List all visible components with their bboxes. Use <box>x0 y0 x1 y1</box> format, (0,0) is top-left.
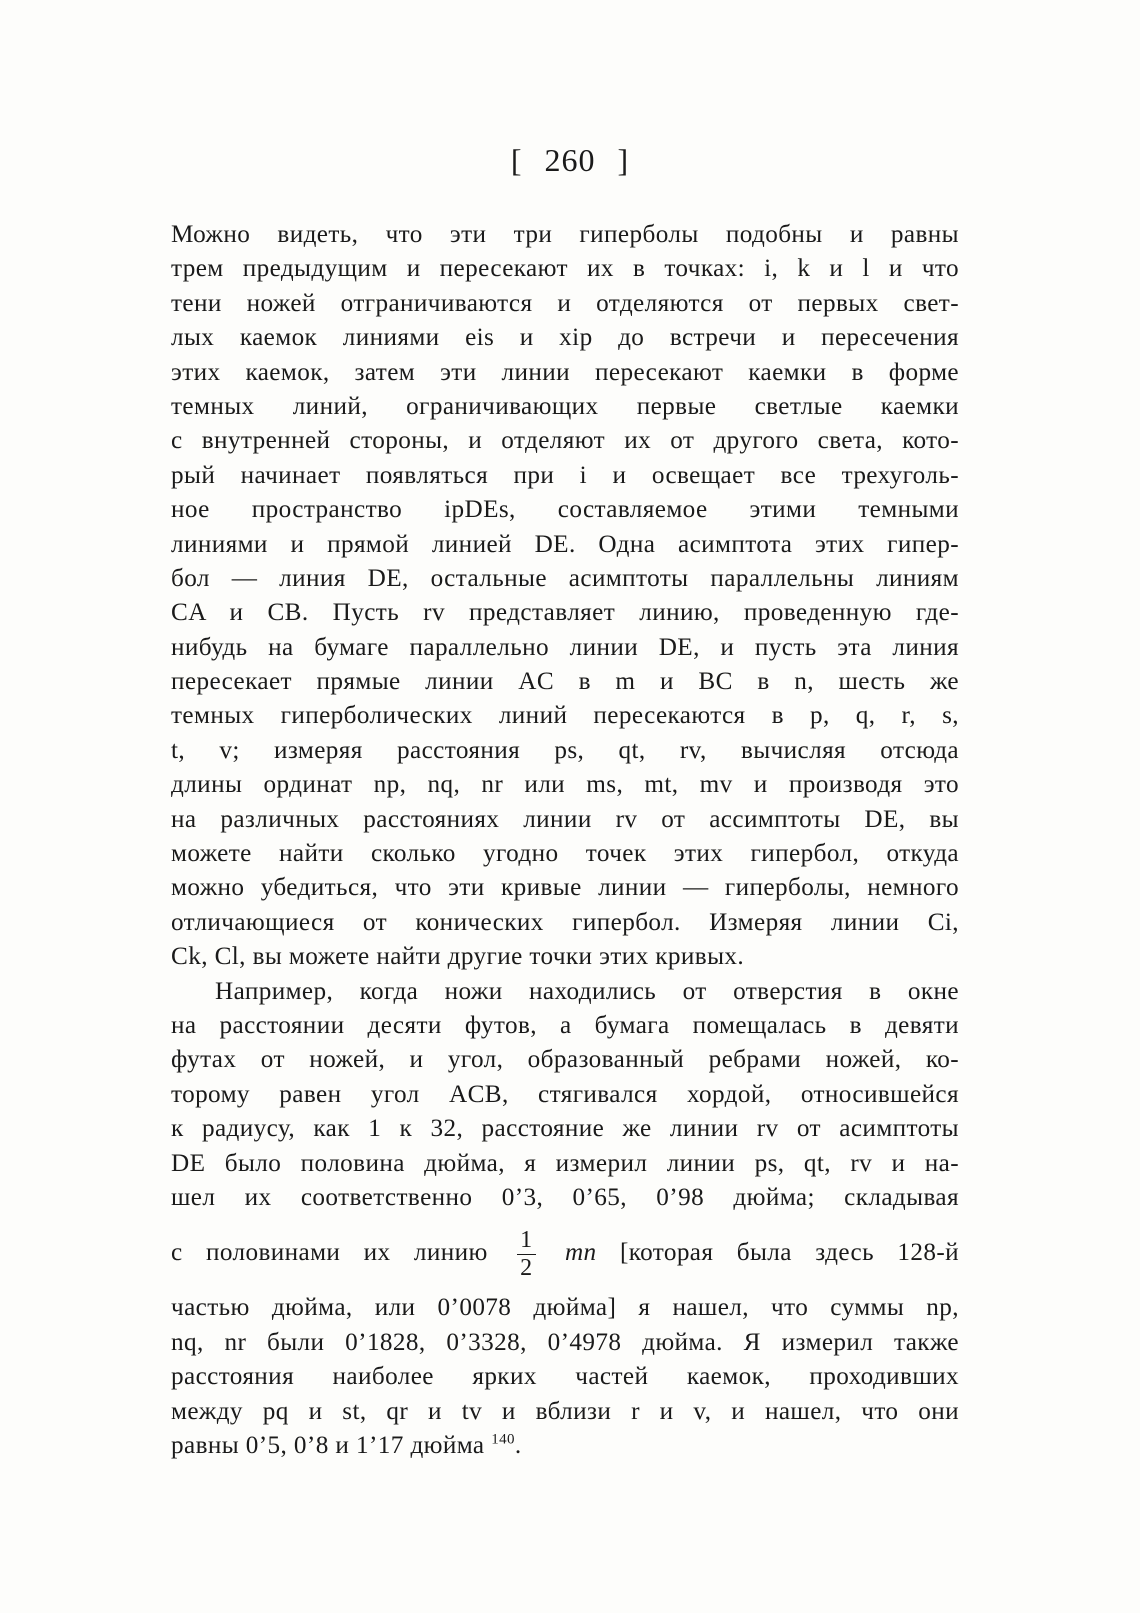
text-line: с внутренней стороны, и отделяют их от другого света, кото- <box>171 427 959 455</box>
final-period: . <box>514 1431 522 1459</box>
text-line: Можно видеть, что эти три гиперболы подобны и равны <box>171 221 959 248</box>
text-line: нибудь на бумаге параллельно линии DE, и пусть эта линия <box>171 633 959 661</box>
fraction-line <box>171 1215 959 1291</box>
close-bracket: ] <box>617 142 630 178</box>
fraction-line-before: с половинами их линию <box>171 1239 488 1267</box>
fraction-denominator: 2 <box>520 1255 533 1282</box>
text-line: на различных расстояниях линии rv от ассимптоты DE, вы <box>171 805 959 833</box>
text-line: темных гиперболических линий пересекаются в p, q, r, s, <box>171 702 959 730</box>
text-line: линиями и прямой линией DE. Одна асимптота этих гипер- <box>171 530 959 558</box>
text-line: этих каемок, затем эти линии пересекают каемки в форме <box>171 358 959 386</box>
text-line: Например, когда ножи находились от отверстия в окне <box>215 977 959 1005</box>
body-text <box>171 218 959 1463</box>
text-line: рый начинает появляться при i и освещает все трехуголь- <box>171 461 959 489</box>
text-line: трем предыдущим и пересекают их в точках: i, k и l и что <box>171 255 959 283</box>
paragraph-2 <box>171 975 959 1464</box>
text-line: тени ножей отграничиваются и отделяются от первых свет- <box>171 289 959 317</box>
text-line: к радиусу, как 1 к 32, расстояние же линии rv от асимптоты <box>171 1115 959 1143</box>
text-line: шел их соответственно 0’3, 0’65, 0’98 дюйма; складывая <box>171 1183 959 1211</box>
text-line: темных линий, ограничивающих первые светлые каемки <box>171 392 959 420</box>
paragraph-2-lines-before <box>171 975 959 1216</box>
page-number-header <box>0 142 1140 179</box>
text-line: между pq и st, qr и tv и вблизи r и v, и нашел, что они <box>171 1397 959 1425</box>
text-line: торому равен угол ACB, стягивался хордой, относившейся <box>171 1080 959 1108</box>
text-line: пересекает прямые линии AC в m и BC в n, шесть же <box>171 668 959 696</box>
text-line: длины ординат np, nq, nr или ms, mt, mv и производя это <box>171 771 959 799</box>
text-line: на расстоянии десяти футов, а бумага помещалась в девяти <box>171 1011 959 1039</box>
text-line: Ck, Cl, вы можете найти другие точки этих кривых. <box>171 943 745 971</box>
fraction-line-variable: mn <box>564 1239 597 1267</box>
text-line: ное пространство ipDEs, составляемое этими темными <box>171 496 959 524</box>
paragraph-2-last-line <box>171 1429 959 1463</box>
text-line: отличающиеся от конических гипербол. Измеряя линии Ci, <box>171 908 959 936</box>
footnote-reference: 140 <box>491 1431 515 1448</box>
text-line: футах от ножей, и угол, образованный ребрами ножей, ко- <box>171 1046 959 1074</box>
paragraph-1 <box>171 218 959 975</box>
text-line: бол — линия DE, остальные асимптоты параллельны линиям <box>171 564 959 592</box>
text-line: CA и CB. Пусть rv представляет линию, проведенную где- <box>171 599 959 627</box>
text-line: расстояния наиболее ярких частей каемок, проходивших <box>171 1363 959 1391</box>
fraction-line-after: [которая была здесь 128-й <box>619 1239 960 1267</box>
text-line: nq, nr были 0’1828, 0’3328, 0’4978 дюйма. Я измерил также <box>171 1328 959 1356</box>
fraction-numerator: 1 <box>517 1227 535 1255</box>
last-line-text: равны 0’5, 0’8 и 1’17 дюйма <box>171 1431 485 1459</box>
text-line: можно убедиться, что эти кривые линии — гиперболы, немного <box>171 874 959 902</box>
page-number: 260 <box>544 142 596 178</box>
open-bracket: [ <box>510 142 523 178</box>
text-line: лых каемок линиями eis и xip до встречи и пересечения <box>171 324 959 352</box>
one-half-fraction <box>517 1227 535 1282</box>
text-line: t, v; измеряя расстояния ps, qt, rv, вычисляя отсюда <box>171 736 959 764</box>
paragraph-2-lines-after <box>171 1291 959 1429</box>
text-line: можете найти сколько угодно точек этих гипербол, откуда <box>171 840 959 868</box>
text-line: частью дюйма, или 0’0078 дюйма] я нашел, что суммы np, <box>171 1294 959 1322</box>
text-line: DE было половина дюйма, я измерил линии ps, qt, rv и на- <box>171 1149 959 1177</box>
